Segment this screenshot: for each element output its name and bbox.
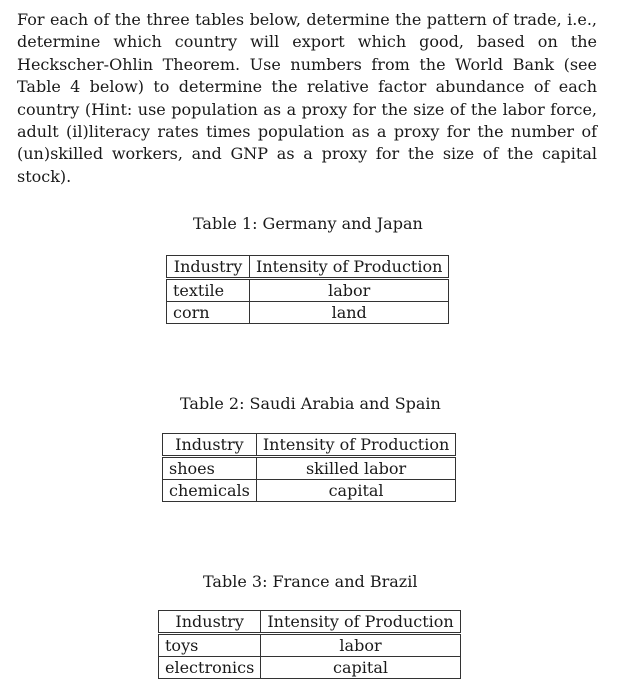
table-row: [167, 302, 449, 324]
table-1: [166, 255, 449, 324]
table-2-caption: Table 2: Saudi Arabia and Spain: [180, 394, 441, 413]
industry-cell: corn: [167, 302, 250, 324]
table-row: [159, 634, 461, 657]
table-3: [158, 610, 461, 679]
header-intensity: Intensity of Production: [256, 434, 455, 457]
table-header-row: [159, 611, 461, 634]
intensity-cell: labor: [250, 279, 449, 302]
industry-cell: toys: [159, 634, 261, 657]
header-industry: Industry: [163, 434, 257, 457]
table-row: [167, 279, 449, 302]
table-3-caption: Table 3: France and Brazil: [203, 572, 418, 591]
industry-cell: electronics: [159, 657, 261, 679]
header-industry: Industry: [159, 611, 261, 634]
header-industry: Industry: [167, 256, 250, 279]
intensity-cell: skilled labor: [256, 457, 455, 480]
header-intensity: Intensity of Production: [261, 611, 460, 634]
table-row: [163, 457, 456, 480]
problem-statement: For each of the three tables below, determine the pattern of trade, i.e., determine which country will export which good, based on the Heckscher-Ohlin Theorem. Use numbers from the World Bank (see Table 4 below) to determine the relative factor abundance of each country (Hint: use population as a proxy for the size of the labor force, adult (il)literacy rates times population as a proxy for the number of (un)skilled workers, and GNP as a proxy for the size of the capital stock).: [17, 10, 597, 186]
header-intensity: Intensity of Production: [250, 256, 449, 279]
industry-cell: chemicals: [163, 480, 257, 502]
table-row: [159, 657, 461, 679]
table-header-row: [167, 256, 449, 279]
intensity-cell: land: [250, 302, 449, 324]
industry-cell: textile: [167, 279, 250, 302]
table-2: [162, 433, 456, 502]
intensity-cell: capital: [256, 480, 455, 502]
table-header-row: [163, 434, 456, 457]
intensity-cell: capital: [261, 657, 460, 679]
table-1-caption: Table 1: Germany and Japan: [193, 214, 423, 233]
industry-cell: shoes: [163, 457, 257, 480]
intensity-cell: labor: [261, 634, 460, 657]
table-row: [163, 480, 456, 502]
